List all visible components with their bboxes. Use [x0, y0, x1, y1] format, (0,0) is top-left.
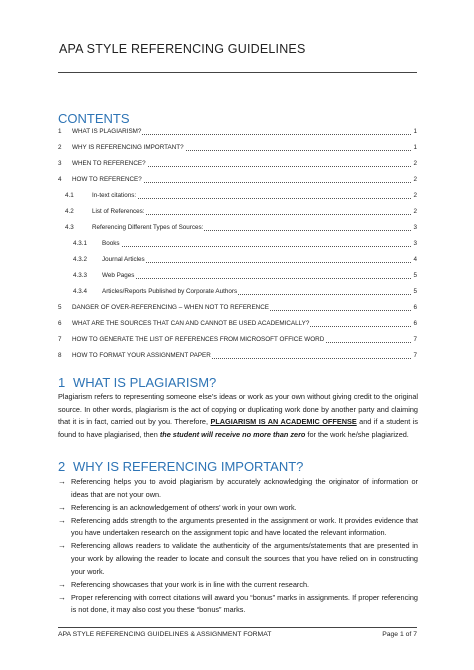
toc-title: Journal Articles	[102, 256, 145, 263]
page-number: Page 1 of 7	[382, 631, 417, 638]
toc-entry[interactable]	[58, 143, 417, 153]
toc-page: 5	[413, 288, 417, 295]
arrow-bullet-icon: →	[58, 515, 66, 525]
toc-title: Web Pages	[102, 272, 135, 279]
list-item	[58, 540, 418, 578]
toc-title: Books	[102, 240, 120, 247]
toc-title: WHEN TO REFERENCE?	[72, 160, 146, 167]
toc-page: 6	[413, 320, 417, 327]
section-number: 2	[58, 459, 66, 474]
toc-page: 2	[413, 208, 417, 215]
toc-page: 2	[413, 176, 417, 183]
list-item	[58, 476, 418, 501]
toc-page: 1	[413, 128, 417, 135]
arrow-bullet-icon: →	[58, 502, 66, 512]
toc-number: 2	[58, 144, 62, 151]
toc-leader	[102, 262, 411, 263]
toc-title: Articles/Reports Published by Corporate Authors	[102, 288, 238, 295]
toc-number: 4	[58, 176, 62, 183]
toc-page: 7	[413, 352, 417, 359]
list-item	[58, 515, 418, 540]
toc-number: 1	[58, 128, 62, 135]
footer-title: APA STYLE REFERENCING GUIDELINES & ASSIGNMENT FORMAT	[58, 631, 272, 638]
list-item	[58, 579, 418, 592]
footer-divider	[58, 627, 417, 628]
toc-title: WHY IS REFERENCING IMPORTANT?	[72, 144, 184, 151]
toc-title: HOW TO GENERATE THE LIST OF REFERENCES FROM MICROSOFT OFFICE WORD	[72, 336, 325, 343]
toc-entry[interactable]	[58, 159, 417, 169]
toc-number: 4.1	[65, 192, 74, 199]
section-2-heading	[58, 459, 303, 474]
toc-entry[interactable]	[58, 191, 417, 201]
paragraph-text: Plagiarism refers to representing someone else’s ideas or work as your own without giving credit to the original source. In other words, plagiarism is the act of copying or duplicating work done by another party and claiming that it is in fact, carried out by you. Therefore,	[58, 392, 418, 427]
toc-number: 4.3.1	[73, 240, 88, 247]
toc-title: WHAT IS PLAGIARISM?	[72, 128, 142, 135]
toc-number: 4.3.3	[73, 272, 88, 279]
toc-page: 3	[413, 240, 417, 247]
toc-title: HOW TO REFERENCE?	[72, 176, 142, 183]
offense-emphasis: PLAGIARISM IS AN ACADEMIC OFFENSE	[210, 417, 357, 427]
toc-entry[interactable]	[58, 303, 417, 313]
arrow-bullet-icon: →	[58, 477, 66, 486]
toc-page: 3	[413, 224, 417, 231]
toc-title: WHAT ARE THE SOURCES THAT CAN AND CANNOT BE USED ACADEMICALLY?	[72, 320, 310, 327]
referencing-reasons-list	[58, 476, 418, 618]
list-item	[58, 592, 418, 617]
toc-entry[interactable]	[58, 175, 417, 185]
toc-entry[interactable]	[58, 255, 417, 265]
arrow-bullet-icon: →	[58, 592, 66, 602]
toc-number: 6	[58, 320, 62, 327]
plagiarism-paragraph	[58, 391, 418, 441]
toc-title: DANGER OF OVER-REFERENCING – WHEN NOT TO REFERENCE	[72, 304, 269, 311]
header-divider	[58, 72, 417, 73]
toc-entry[interactable]	[58, 271, 417, 281]
toc-number: 7	[58, 336, 62, 343]
toc-number: 4.2	[65, 208, 74, 215]
section-1-heading	[58, 375, 216, 390]
toc-number: 4.3.4	[73, 288, 88, 295]
arrow-bullet-icon: →	[58, 541, 66, 551]
zero-marks-emphasis: the student will receive no more than zero	[159, 429, 306, 439]
list-item-text: Referencing allows readers to validate the authenticity of the arguments/statements that are presented in your work by allowing the reader to locate and consult the sources that you have relied on in constructing your work.	[71, 541, 418, 576]
toc-entry[interactable]	[58, 127, 417, 137]
toc-number: 3	[58, 160, 62, 167]
toc-entry[interactable]	[58, 287, 417, 297]
toc-leader	[92, 198, 411, 199]
toc-entry[interactable]	[58, 207, 417, 217]
toc-leader	[102, 246, 411, 247]
toc-number: 4.3.2	[73, 256, 88, 263]
toc-number: 8	[58, 352, 62, 359]
toc-entry[interactable]	[58, 351, 417, 361]
toc-entry[interactable]	[58, 319, 417, 329]
toc-page: 2	[413, 192, 417, 199]
toc-title: HOW TO FORMAT YOUR ASSIGNMENT PAPER	[72, 352, 211, 359]
toc-page: 5	[413, 272, 417, 279]
paragraph-text: for the work he/she plagiarized.	[305, 429, 409, 439]
toc-page: 6	[413, 304, 417, 311]
toc-page: 2	[413, 160, 417, 167]
arrow-bullet-icon: →	[58, 579, 66, 589]
paragraph-text: and if a student is found to have plagiarised, then	[58, 417, 418, 439]
contents-heading: CONTENTS	[58, 111, 130, 126]
toc-page: 1	[413, 144, 417, 151]
section-title: WHY IS REFERENCING IMPORTANT?	[73, 459, 304, 474]
section-number: 1	[58, 375, 66, 390]
list-item-text: Referencing showcases that your work is in line with the current research.	[71, 579, 310, 589]
list-item-text: Proper referencing with correct citations will award you “bonus” marks in assignments. If proper referencing is not done, it may also cost you these “bonus” marks.	[71, 592, 418, 615]
section-title: WHAT IS PLAGIARISM?	[73, 375, 217, 390]
list-item	[58, 502, 418, 515]
toc-number: 4.3	[65, 224, 74, 231]
toc-title: Referencing Different Types of Sources:	[92, 224, 204, 231]
list-item-text: Referencing adds strength to the arguments presented in the assignment or work. It provides evidence that you have undertaken research on the assignment topic and have located the relevant information.	[71, 515, 418, 538]
toc-page: 4	[413, 256, 417, 263]
toc-number: 5	[58, 304, 62, 311]
list-item-text: Referencing helps you to avoid plagiarism by accurately acknowledging the originator of information or ideas that are not your own.	[71, 477, 418, 499]
toc-leader	[102, 278, 411, 279]
document-title: APA STYLE REFERENCING GUIDELINES	[59, 42, 306, 56]
toc-title: In-text citations:	[92, 192, 137, 199]
toc-entry[interactable]	[58, 335, 417, 345]
toc-page: 7	[413, 336, 417, 343]
list-item-text: Referencing is an acknowledgement of others’ work in your own work.	[71, 502, 297, 512]
toc-title: List of References:	[92, 208, 145, 215]
toc-entry[interactable]	[58, 239, 417, 249]
toc-entry[interactable]	[58, 223, 417, 233]
